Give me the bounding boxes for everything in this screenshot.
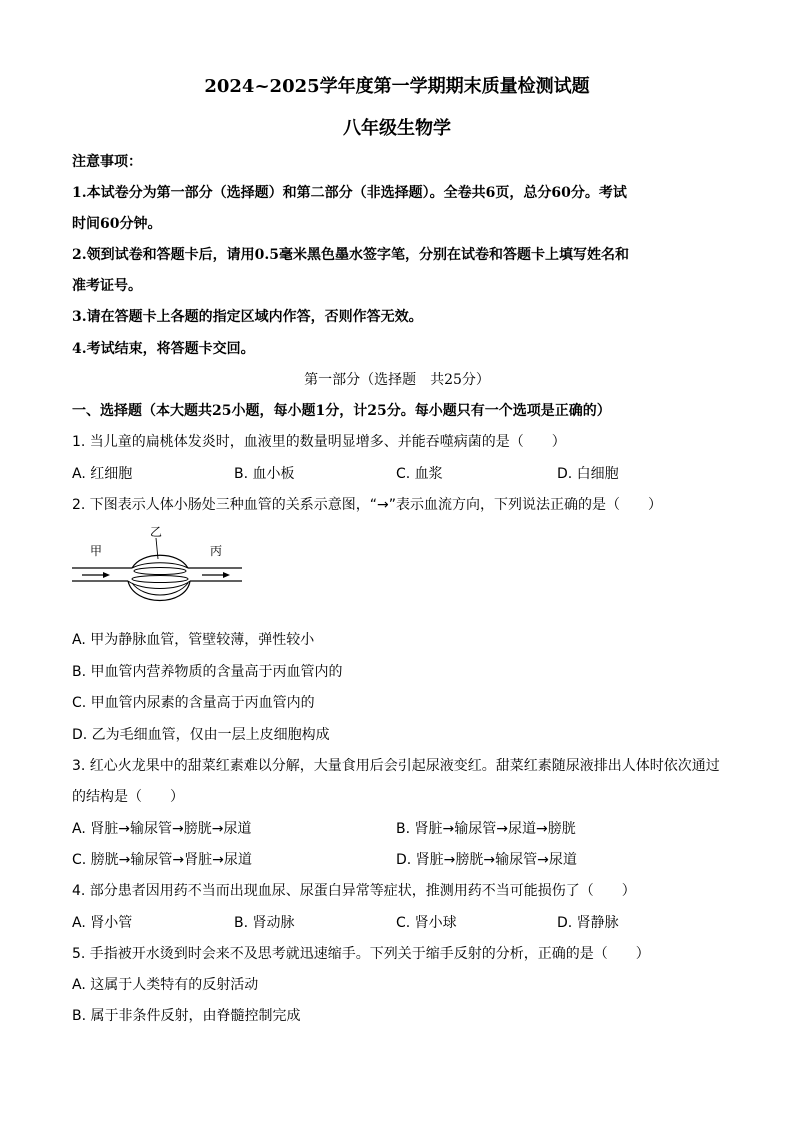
note-line: 2.领到试卷和答题卡后，请用0.5毫米黑色墨水签字笔，分别在试卷和答题卡上填写姓名和 — [72, 247, 629, 263]
label-bing: 丙 — [210, 544, 223, 558]
question-stem-cont: 的结构是（ ） — [72, 789, 184, 805]
option-c: C. 膀胱→输尿管→肾脏→尿道 — [72, 852, 252, 868]
option-c: C. 血浆 — [396, 466, 443, 482]
question-stem: 2. 下图表示人体小肠处三种血管的关系示意图，“→”表示血流方向，下列说法正确的是（ ） — [72, 497, 663, 513]
exam-subject: 八年级生物学 — [343, 118, 451, 139]
note-line: 时间60分钟。 — [72, 216, 162, 232]
note-line: 1.本试卷分为第一部分（选择题）和第二部分（非选择题）。全卷共6页，总分60分。考试 — [72, 185, 627, 201]
option-c: C. 甲血管内尿素的含量高于丙血管内的 — [72, 695, 315, 711]
blood-vessel-diagram — [70, 525, 245, 610]
notes-heading: 注意事项： — [72, 154, 142, 170]
option-d: D. 白细胞 — [557, 466, 619, 482]
option-a: A. 甲为静脉血管，管壁较薄，弹性较小 — [72, 632, 315, 648]
option-d: D. 肾脏→膀胱→输尿管→尿道 — [396, 852, 577, 868]
option-a: A. 肾小管 — [72, 915, 133, 931]
note-line: 3.请在答题卡上各题的指定区域内作答，否则作答无效。 — [72, 309, 423, 325]
question-stem: 3. 红心火龙果中的甜菜红素难以分解，大量食用后会引起尿液变红。甜菜红素随尿液排出人体时依次通过 — [72, 758, 720, 774]
question-stem: 4. 部分患者因用药不当而出现血尿、尿蛋白异常等症状，推测用药不当可能损伤了（ ） — [72, 883, 636, 899]
question-stem: 5. 手指被开水烫到时会来不及思考就迅速缩手。下列关于缩手反射的分析，正确的是（ ） — [72, 946, 650, 962]
label-jia: 甲 — [90, 544, 103, 558]
option-a: A. 这属于人类特有的反射活动 — [72, 977, 259, 993]
exam-title: 2024~2025学年度第一学期期末质量检测试题 — [204, 76, 590, 97]
option-b: B. 属于非条件反射，由脊髓控制完成 — [72, 1008, 301, 1024]
option-b: B. 肾动脉 — [234, 915, 295, 931]
option-c: C. 肾小球 — [396, 915, 457, 931]
note-line: 准考证号。 — [72, 278, 142, 294]
option-b: B. 肾脏→输尿管→尿道→膀胱 — [396, 821, 576, 837]
option-b: B. 血小板 — [234, 466, 295, 482]
section-heading: 一、选择题（本大题共25小题，每小题1分，计25分。每小题只有一个选项是正确的） — [72, 403, 611, 419]
option-d: D. 乙为毛细血管，仅由一层上皮细胞构成 — [72, 727, 330, 743]
option-d: D. 肾静脉 — [557, 915, 619, 931]
option-a: A. 红细胞 — [72, 466, 133, 482]
label-yi: 乙 — [150, 525, 163, 539]
question-stem: 1. 当儿童的扁桃体发炎时，血液里的数量明显增多、并能吞噬病菌的是（ ） — [72, 434, 566, 450]
option-a: A. 肾脏→输尿管→膀胱→尿道 — [72, 821, 252, 837]
option-b: B. 甲血管内营养物质的含量高于丙血管内的 — [72, 664, 343, 680]
note-line: 4.考试结束，将答题卡交回。 — [72, 341, 255, 357]
part-heading: 第一部分（选择题 共25分） — [304, 372, 490, 388]
